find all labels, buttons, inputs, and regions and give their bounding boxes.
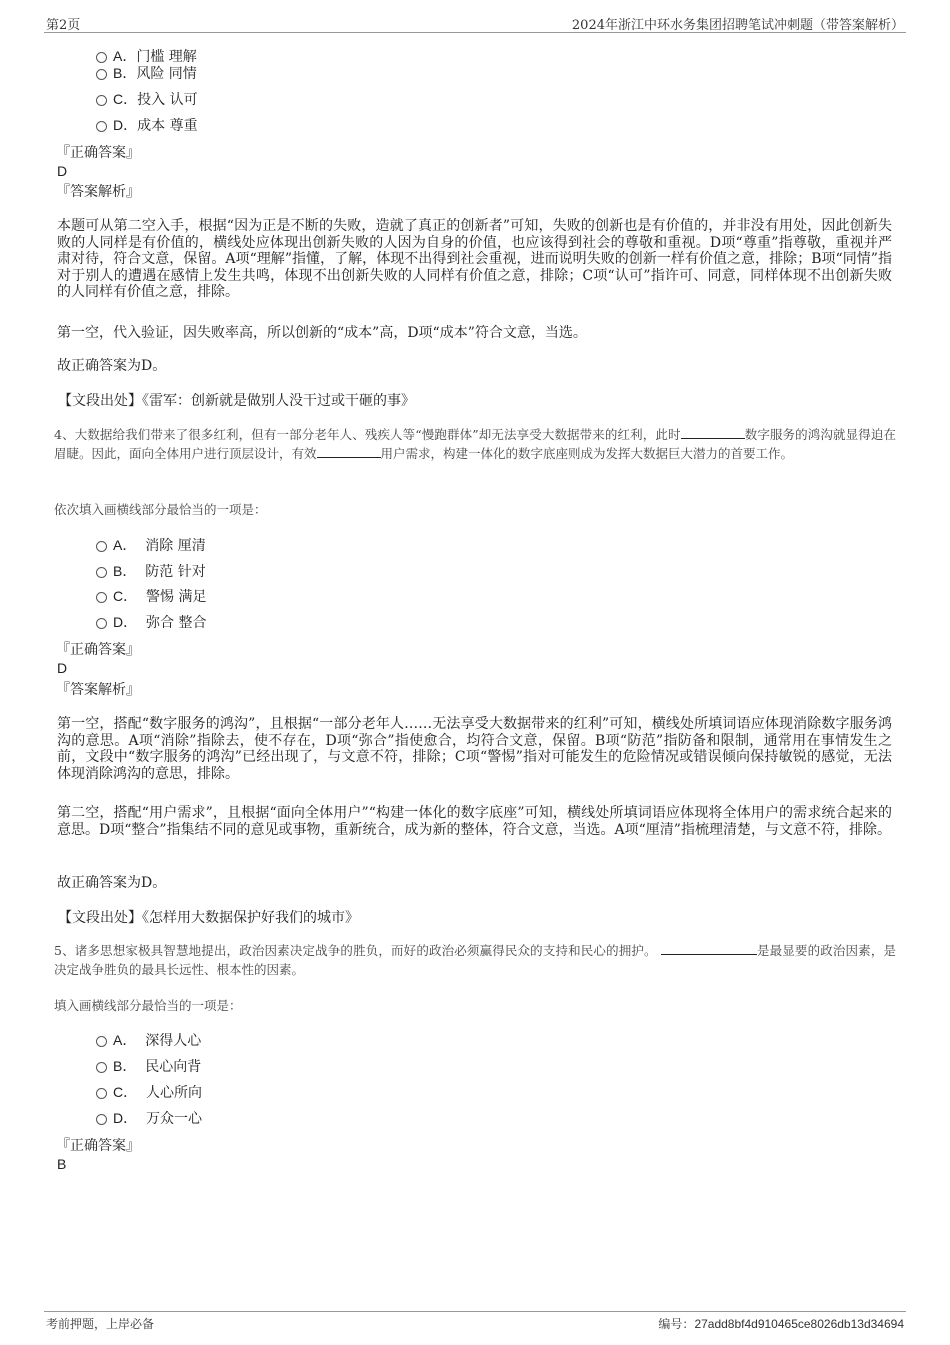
q4-analysis-paragraph: 第二空，搭配“用户需求”，且根据“面向全体用户”“构建一体化的数字底座”可知，横线处所填词语应体现将全体用户的需求统合起来的意思。D项“整合”指集结不同的意见或事物，重新统合，成为新的整体，符合文意，当选。A项“厘清”指梳理清楚，与文意不符，排除。 [57, 805, 892, 838]
q4-option-b[interactable]: B． 防范 针对 [96, 561, 206, 581]
fill-blank[interactable] [317, 445, 381, 458]
document-title: 2024年浙江中环水务集团招聘笔试冲刺题（带答案解析） [571, 18, 904, 33]
radio-icon[interactable] [96, 1036, 107, 1047]
radio-icon[interactable] [96, 618, 107, 629]
option-text: 成本 尊重 [137, 118, 198, 134]
q5-answer: B [57, 1156, 67, 1172]
q4-analysis-paragraph: 故正确答案为D。 [57, 875, 167, 891]
q3-analysis-paragraph: 第一空，代入验证，因失败率高，所以创新的“成本”高，D项“成本”符合文意，当选。 [57, 325, 587, 341]
option-text: 消除 厘清 [145, 538, 206, 554]
q4-option-c[interactable]: C． 警惕 满足 [96, 586, 206, 606]
option-text: 警惕 满足 [146, 589, 207, 605]
option-text: 民心向背 [145, 1059, 202, 1075]
q4-stem: 4、大数据给我们带来了很多红利，但有一部分老年人、残疾人等“慢跑群体”却无法享受大数据带来的红利，此时 数字服务的鸿沟就显得迫在眉睫。因此，面向全体用户进行顶层设计，有效 用户需求，构建一体化的数字底座则成为发挥大数据巨大潜力的首要工作。 [54, 427, 896, 461]
q3-analysis-paragraph: 本题可从第二空入手，根据“因为正是不断的失败，造就了真正的创新者”可知，失败的创新也是有价值的，并非没有用处，因此创新失败的人同样是有价值的，横线处应体现出创新失败的人因为自身的价值，也应该得到社会的尊敬和重视。D项“尊重”指尊敬，重视并严肃对待，符合文意，保留。A项“理解”指懂，了解，体现不出得到社会重视，进而说明失败的创新一样有价值之意，排除；B项“同情”指对于别人的遭遇在感情上发生共鸣，体现不出创新失败的人同样有价值之意，排除；C项“认可”指许可、同意，同样体现不出创新失败的人同样有价值之意，排除。 [57, 218, 892, 300]
q3-answer-label: 『正确答案』 [56, 145, 140, 161]
q5-prompt: 填入画横线部分最恰当的一项是： [54, 998, 242, 1013]
q3-analysis-paragraph: 故正确答案为D。 [57, 358, 167, 374]
q4-prompt: 依次填入画横线部分最恰当的一项是： [54, 502, 267, 517]
q4-source: 【文段出处】《怎样用大数据保护好我们的城市》 [58, 910, 359, 926]
q5-option-d[interactable]: D． 万众一心 [96, 1108, 202, 1128]
q4-option-a[interactable]: A． 消除 厘清 [96, 535, 206, 555]
q3-analysis-label: 『答案解析』 [56, 184, 140, 200]
option-text: 深得人心 [145, 1033, 202, 1049]
radio-icon[interactable] [96, 1088, 107, 1099]
q4-answer: D [57, 660, 68, 676]
radio-icon[interactable] [96, 69, 107, 80]
option-text: 万众一心 [146, 1111, 203, 1127]
q4-analysis-paragraph: 第一空，搭配“数字服务的鸿沟”，且根据“一部分老年人……无法享受大数据带来的红利”可知，横线处所填词语应体现消除数字服务鸿沟的意思。A项“消除”指除去，使不存在，D项“弥合”指使愈合，均符合文意，保留。B项“防范”指防备和限制，通常用在事情发生之前，文段中“数字服务的鸿沟”已经出现了，与文意不符，排除；C项“警惕”指对可能发生的危险情况或错误倾向保持敏锐的感觉，无法体现消除鸿沟的意思，排除。 [57, 716, 892, 782]
radio-icon[interactable] [96, 95, 107, 106]
q5-answer-label: 『正确答案』 [56, 1138, 140, 1154]
q5-stem: 5、诸多思想家极具智慧地提出，政治因素决定战争的胜负，而好的政治必须赢得民众的支持和民心的拥护。 是最显要的政治因素，是决定战争胜负的最具长远性、根本性的因素。 [54, 943, 896, 977]
q3-option-a[interactable]: A．门槛 理解 [96, 46, 197, 66]
q3-option-d[interactable]: D．成本 尊重 [96, 115, 198, 135]
option-text: 弥合 整合 [146, 615, 207, 631]
radio-icon[interactable] [96, 541, 107, 552]
radio-icon[interactable] [96, 1114, 107, 1125]
q5-option-b[interactable]: B． 民心向背 [96, 1056, 201, 1076]
fill-blank[interactable] [681, 426, 745, 439]
fill-blank[interactable] [661, 942, 757, 955]
page-number: 第2页 [46, 18, 81, 33]
q4-answer-label: 『正确答案』 [56, 642, 140, 658]
option-text: 投入 认可 [137, 92, 198, 108]
radio-icon[interactable] [96, 121, 107, 132]
radio-icon[interactable] [96, 52, 107, 63]
q5-option-c[interactable]: C． 人心所向 [96, 1082, 202, 1102]
option-text: 门槛 理解 [136, 49, 197, 65]
footer-slogan: 考前押题，上岸必备 [46, 1317, 155, 1331]
radio-icon[interactable] [96, 1062, 107, 1073]
q3-answer: D [57, 163, 68, 179]
q3-option-c[interactable]: C．投入 认可 [96, 89, 198, 109]
document-code: 编号：27add8bf4d910465ce8026db13d34694 [658, 1317, 904, 1331]
q4-analysis-label: 『答案解析』 [56, 682, 140, 698]
q4-option-d[interactable]: D． 弥合 整合 [96, 612, 206, 632]
q3-option-b[interactable]: B．风险 同情 [96, 63, 197, 83]
option-text: 防范 针对 [145, 564, 206, 580]
radio-icon[interactable] [96, 592, 107, 603]
page-footer [44, 1311, 906, 1332]
radio-icon[interactable] [96, 567, 107, 578]
option-text: 风险 同情 [136, 66, 197, 82]
q3-source: 【文段出处】《雷军：创新就是做别人没干过或干砸的事》 [58, 393, 415, 409]
q5-option-a[interactable]: A． 深得人心 [96, 1030, 201, 1050]
option-text: 人心所向 [146, 1085, 203, 1101]
page-header [44, 14, 906, 33]
